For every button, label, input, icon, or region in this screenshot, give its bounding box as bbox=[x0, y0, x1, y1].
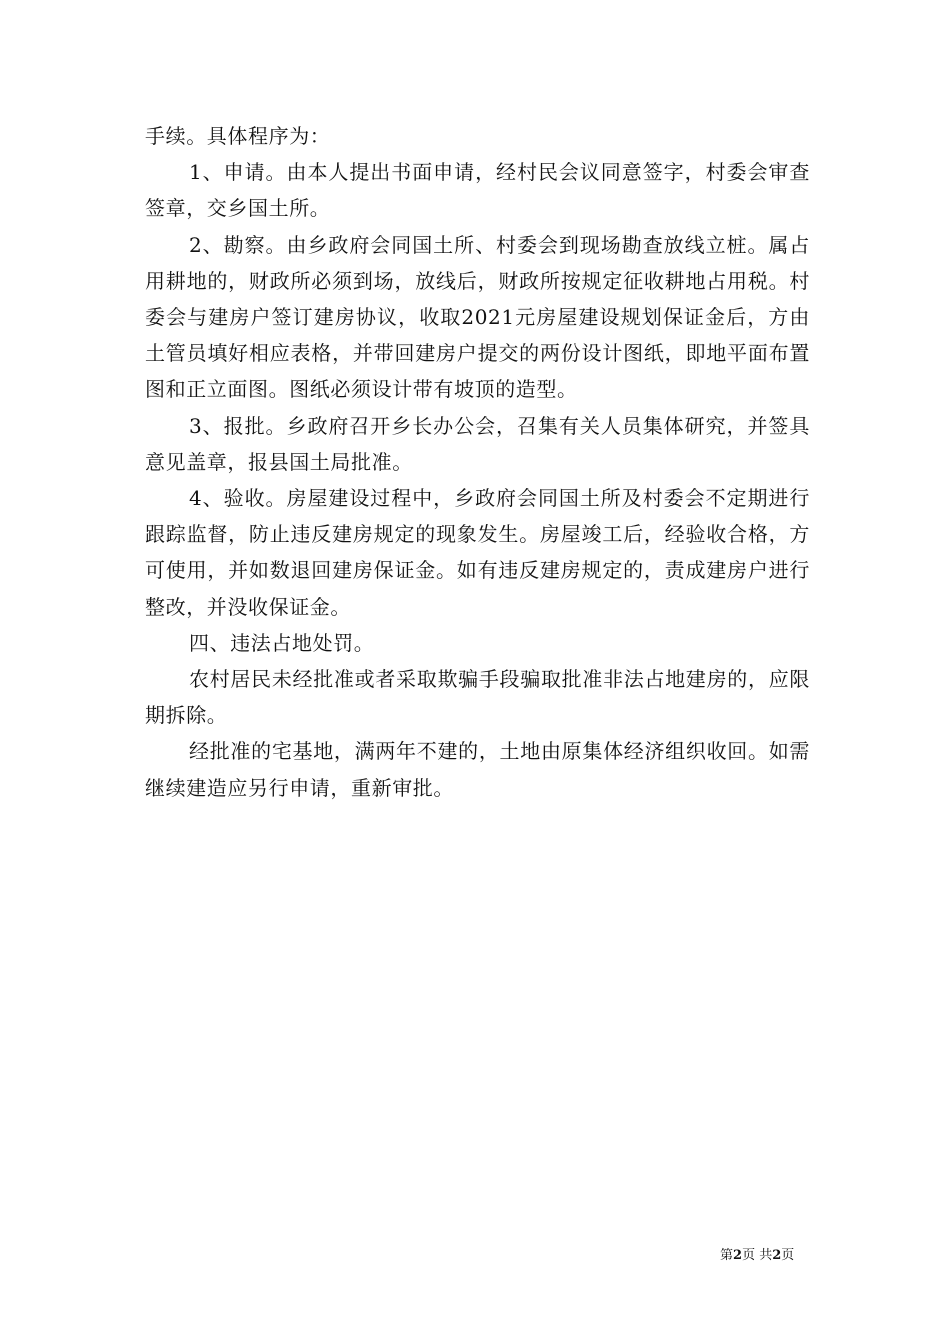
paragraph-procedure-intro: 手续。具体程序为： bbox=[145, 124, 331, 148]
footer-prefix: 第 bbox=[720, 1248, 734, 1263]
footer-suffix: 页 bbox=[781, 1248, 795, 1263]
paragraph-unused-homestead: 经批准的宅基地，满两年不建的，土地由原集体经济组织收回。如需继续建造应另行申请，重新审批。 bbox=[145, 739, 810, 800]
current-page-number: 2 bbox=[733, 1248, 743, 1263]
paragraph-illegal-occupation: 农村居民未经批准或者采取欺骗手段骗取批准非法占地建房的，应限期拆除。 bbox=[145, 667, 810, 728]
paragraph-step-survey: 2、勘察。由乡政府会同国土所、村委会到现场勘查放线立桩。属占用耕地的，财政所必须到场，放线后，财政所按规定征收耕地占用税。村委会与建房户签订建房协议，收取2021元房屋建设规划保证金后，方由土管员填好相应表格，并带回建房户提交的两份设计图纸，即地平面布置图和正立面图。图纸必须设计带有坡顶的造型。 bbox=[145, 232, 810, 402]
total-page-count: 2 bbox=[772, 1248, 782, 1263]
paragraph-step-approval: 3、报批。乡政府召开乡长办公会，召集有关人员集体研究，并签具意见盖章，报县国土局批准。 bbox=[145, 413, 810, 474]
page-number-footer bbox=[720, 1247, 794, 1265]
document-body bbox=[145, 118, 810, 806]
footer-middle: 页 共 bbox=[742, 1248, 773, 1263]
section-heading-penalty: 四、违法占地处罚。 bbox=[189, 630, 375, 655]
paragraph-step-apply: 1、申请。由本人提出书面申请，经村民会议同意签字，村委会审查签章，交乡国土所。 bbox=[145, 160, 810, 221]
paragraph-step-inspection: 4、验收。房屋建设过程中，乡政府会同国土所及村委会不定期进行跟踪监督，防止违反建房规定的现象发生。房屋竣工后，经验收合格，方可使用，并如数退回建房保证金。如有违反建房规定的，责成建房户进行整改，并没收保证金。 bbox=[145, 486, 810, 619]
